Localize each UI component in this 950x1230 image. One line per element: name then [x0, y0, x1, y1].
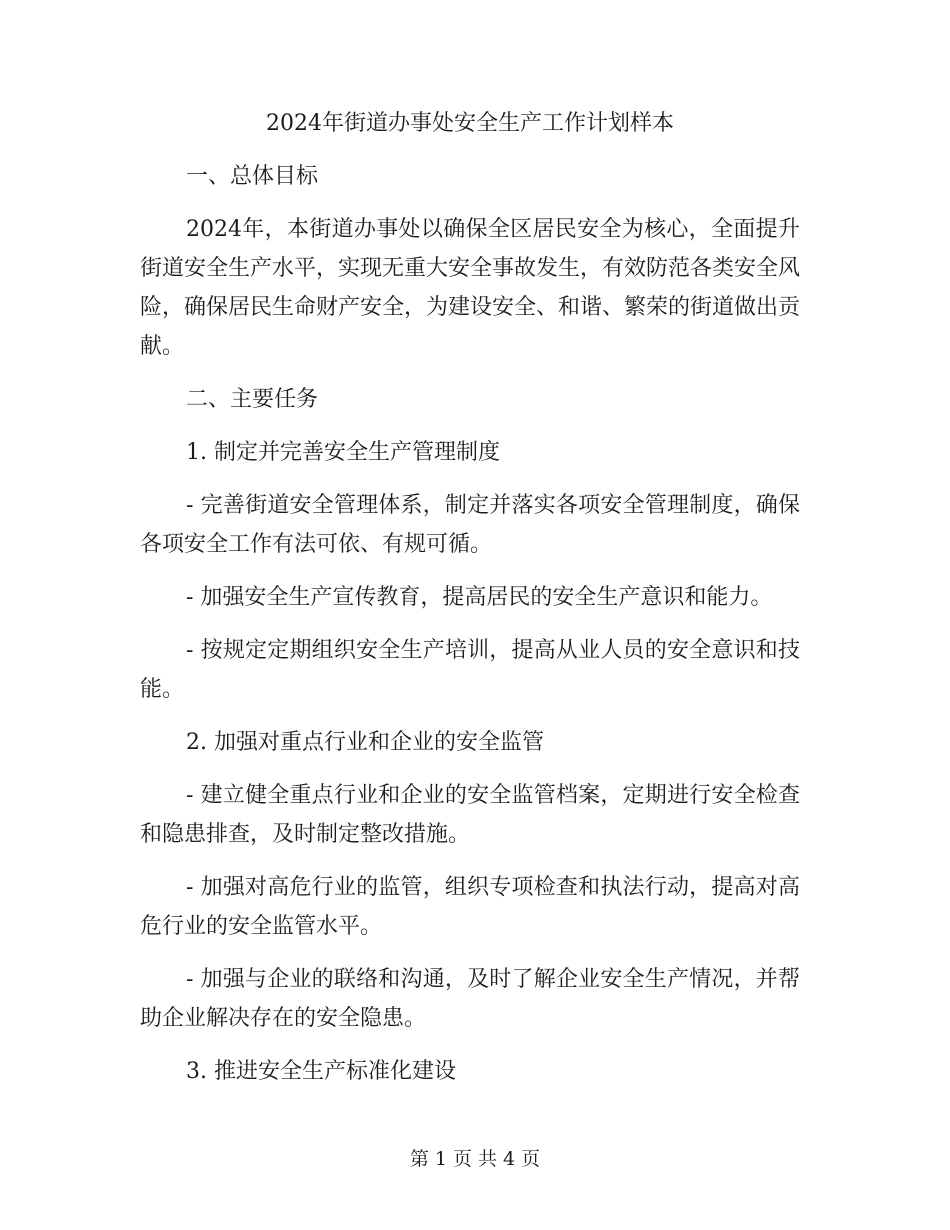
task-heading-3: 3. 推进安全生产标准化建设 — [186, 1059, 456, 1084]
body-paragraph: 2024年，本街道办事处以确保全区居民安全为核心，全面提升街道安全生产水平，实现无重大安全事故发生，有效防范各类安全风险，确保居民生命财产安全，为建设安全、和谐、繁荣的街道做出贡献。 — [140, 217, 801, 359]
task-heading-1: 1. 制定并完善安全生产管理制度 — [186, 440, 500, 465]
task-heading-2: 2. 加强对重点行业和企业的安全监管 — [186, 730, 544, 755]
task-item: - 建立健全重点行业和企业的安全监管档案，定期进行安全检查和隐患排查，及时制定整改措施。 — [140, 783, 800, 847]
task-item: - 加强与企业的联络和沟通，及时了解企业安全生产情况，并帮助企业解决存在的安全隐患。 — [140, 967, 800, 1031]
task-item: - 加强安全生产宣传教育，提高居民的安全生产意识和能力。 — [186, 585, 773, 610]
page-footer: 第 1 页 共 4 页 — [409, 1148, 541, 1170]
task-item: - 按规定定期组织安全生产培训，提高从业人员的安全意识和技能。 — [140, 638, 800, 702]
task-item: - 完善街道安全管理体系，制定并落实各项安全管理制度，确保各项安全工作有法可依、有规可循。 — [140, 493, 800, 557]
task-item: - 加强对高危行业的监管，组织专项检查和执法行动，提高对高危行业的安全监管水平。 — [140, 875, 800, 939]
document-body — [140, 104, 800, 1105]
section-heading-overall-goal: 一、总体目标 — [186, 164, 319, 189]
section-heading-main-tasks: 二、主要任务 — [186, 387, 319, 412]
document-title: 2024年街道办事处安全生产工作计划样本 — [266, 111, 674, 136]
